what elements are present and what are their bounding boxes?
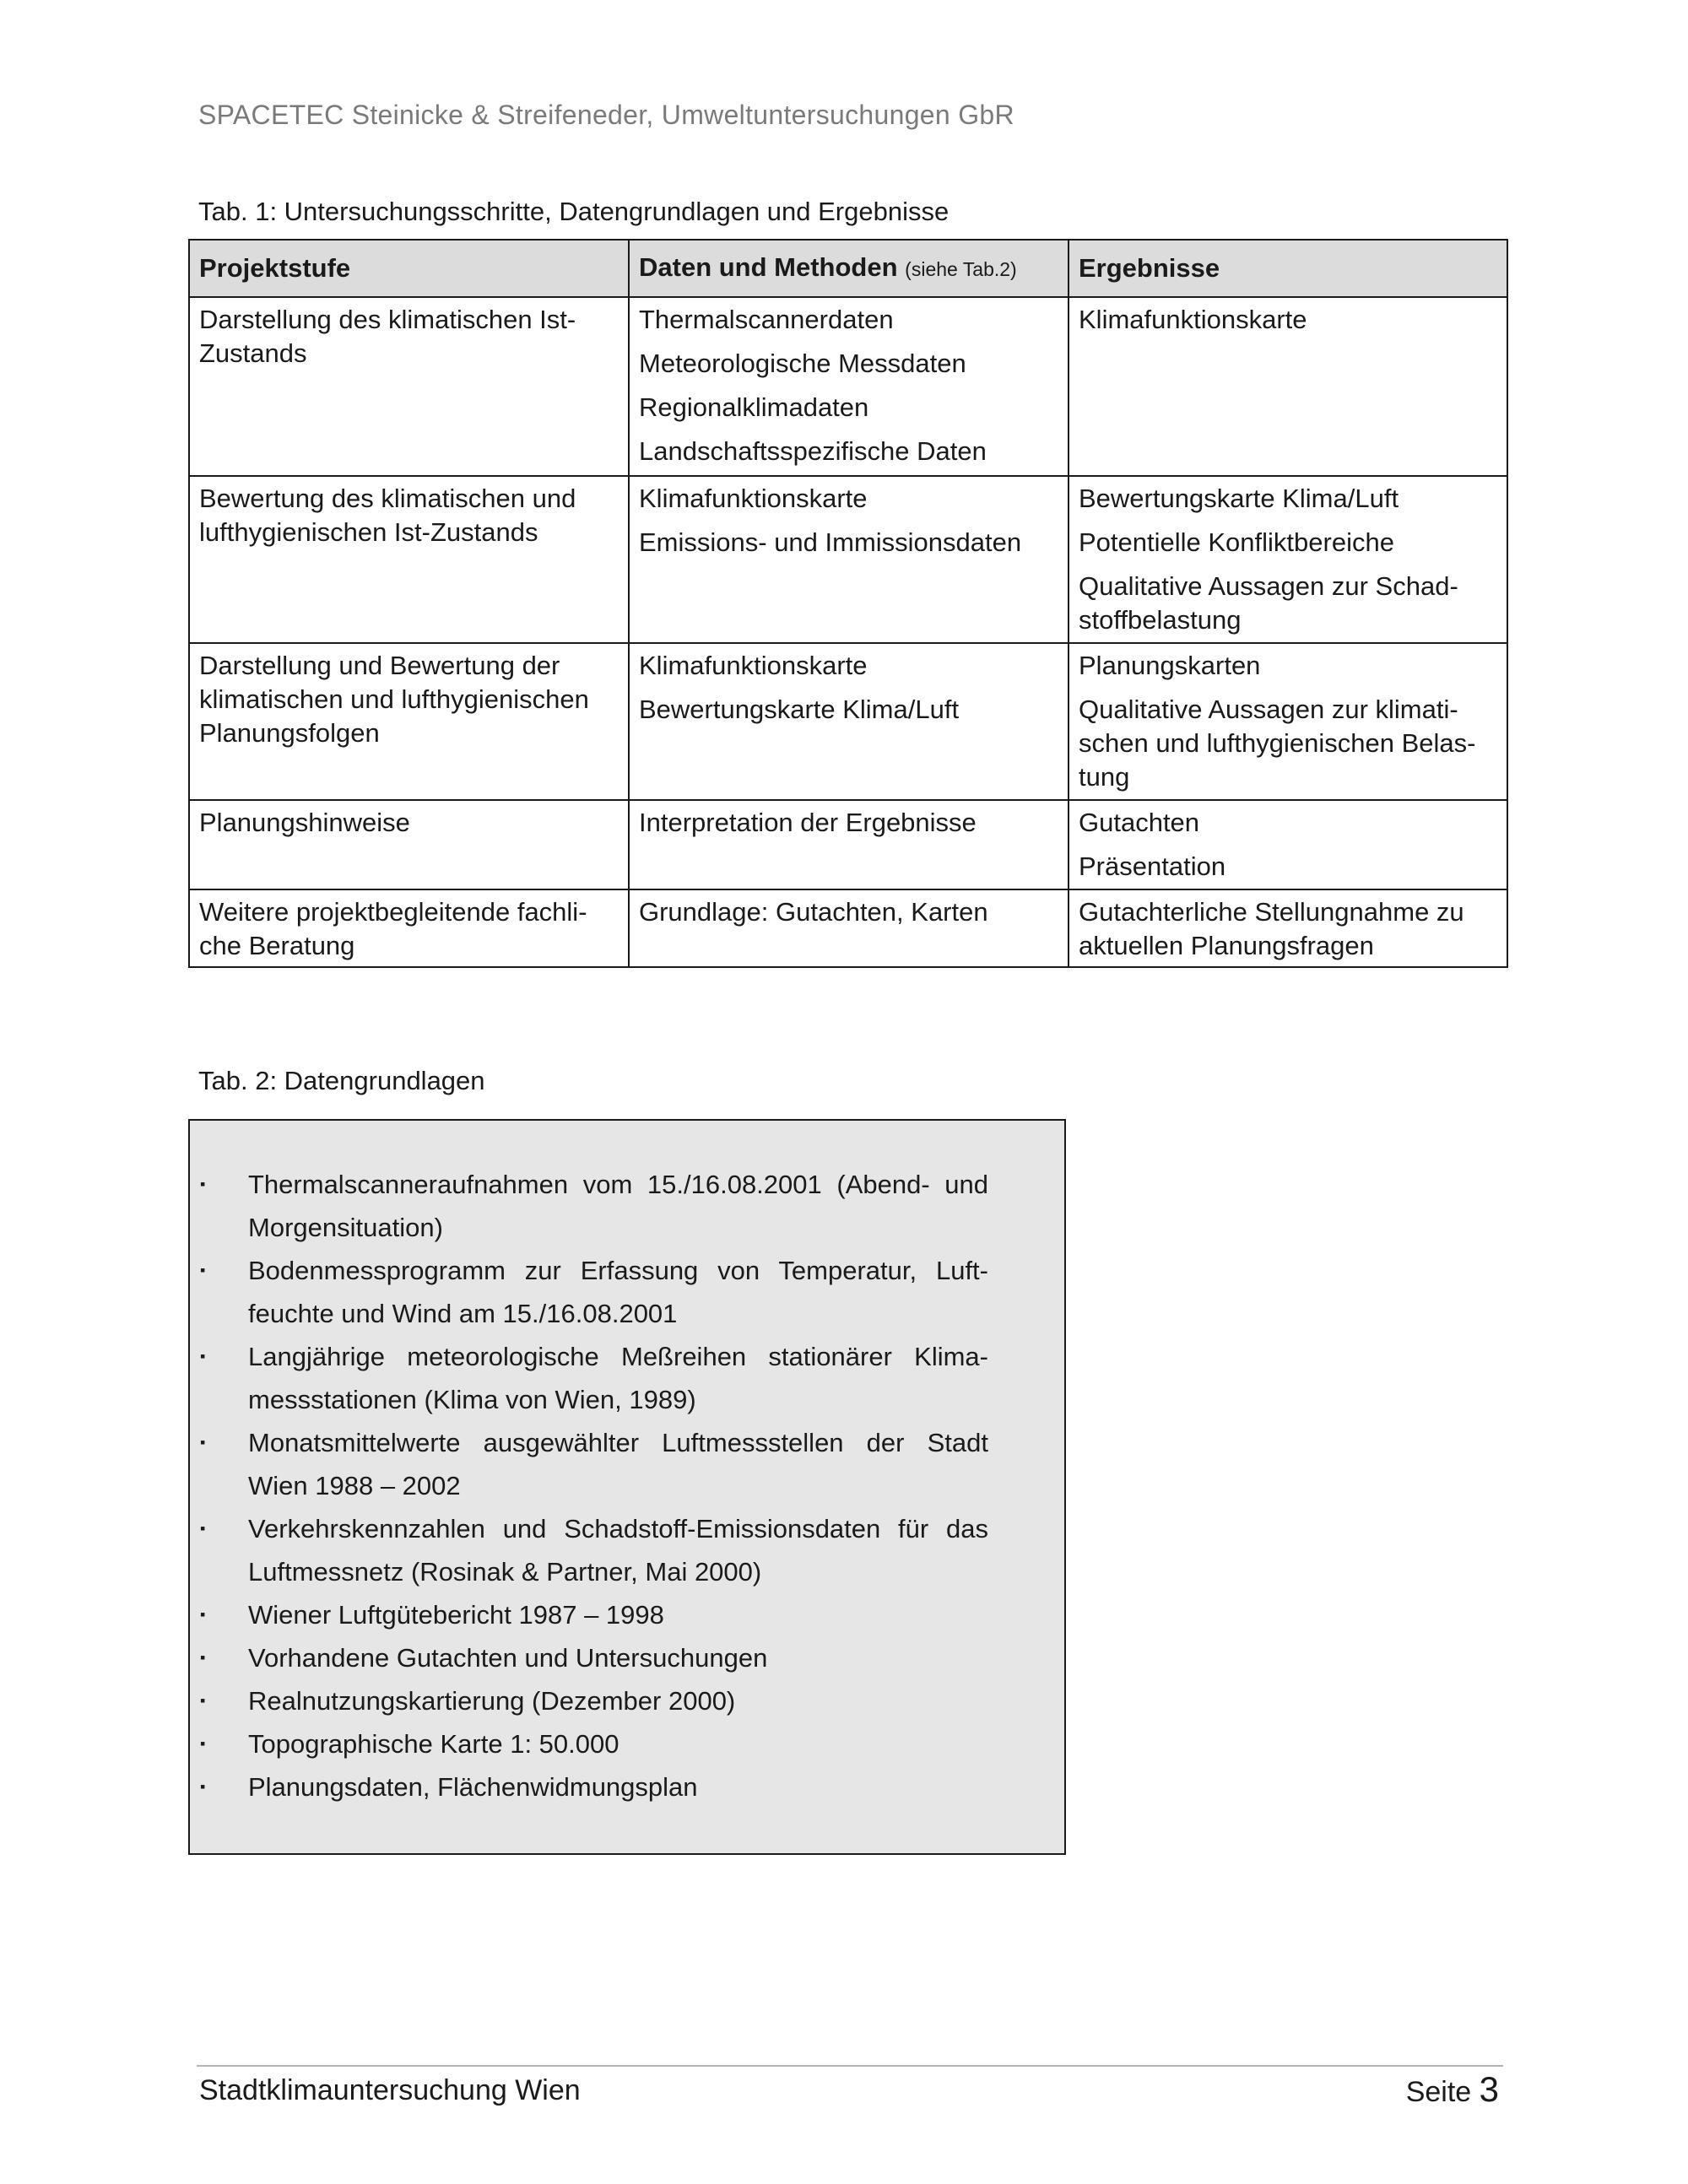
table-cell-data: Klimafunktionskarte Bewertungskarte Klima/Luft [629,643,1069,800]
list-item: ▪ Realnutzungskartierung (Dezember 2000) [190,1679,988,1722]
table1-header-projektstufe: Projektstufe [189,240,629,297]
table1-header-daten: Daten und Methoden (siehe Tab.2) [629,240,1069,297]
list-item: ▪ Vorhandene Gutachten und Untersuchungen [190,1636,988,1679]
list-item: ▪ Langjährige meteorologische Meßreihen stationärer Klimamessstationen (Klima von Wien, 1989) [190,1335,988,1421]
bullet-icon: ▪ [200,1778,206,1795]
bullet-icon: ▪ [200,1348,206,1365]
list-item: ▪ Bodenmessprogramm zur Erfassung von Temperatur, Luftfeuchte und Wind am 15./16.08.2001 [190,1249,988,1335]
table1-header-note: (siehe Tab.2) [905,258,1017,280]
bullet-icon: ▪ [200,1735,206,1752]
table1-header-row [189,240,1507,297]
bullet-icon: ▪ [200,1262,206,1279]
table1 [188,239,1508,968]
table-cell-data: Interpretation der Ergebnisse [629,800,1069,889]
bullet-icon: ▪ [200,1649,206,1666]
list-item: ▪ Monatsmittelwerte ausgewählter Luftmessstellen der Stadt Wien 1988 – 2002 [190,1421,988,1507]
table-cell-results: Bewertungskarte Klima/Luft Potentielle Konfliktbereiche Qualitative Aussagen zur Schadstoffbelastung [1069,476,1507,643]
table-row [189,800,1507,889]
table-cell-results: Gutachterliche Stellungnahme zu aktuellen Planungsfragen [1069,889,1507,967]
table-cell-stage: Weitere projektbegleitende fachliche Beratung [189,889,629,967]
table-cell-data: Grundlage: Gutachten, Karten [629,889,1069,967]
table-cell-stage: Planungshinweise [189,800,629,889]
table-cell-data: Klimafunktionskarte Emissions- und Immissionsdaten [629,476,1069,643]
list-item: ▪ Verkehrskennzahlen und Schadstoff-Emissionsdaten für das Luftmessnetz (Rosinak & Partner, Mai 2000) [190,1507,988,1593]
list-item: ▪ Planungsdaten, Flächenwidmungsplan [190,1765,988,1808]
table-cell-stage: Bewertung des klimatischen und lufthygienischen Ist-Zustands [189,476,629,643]
bullet-icon: ▪ [200,1434,206,1451]
data-sources-list [190,1121,1064,1808]
table-cell-results: Gutachten Präsentation [1069,800,1507,889]
bullet-icon: ▪ [200,1692,206,1709]
table-row [189,889,1507,967]
list-item: ▪ Thermalscanneraufnahmen vom 15./16.08.2001 (Abend- und Morgensituation) [190,1163,988,1249]
list-item: ▪ Wiener Luftgütebericht 1987 – 1998 [190,1593,988,1636]
table-row [189,297,1507,476]
page-header: SPACETEC Steinicke & Streifeneder, Umweltuntersuchungen GbR [198,100,1014,130]
table-cell-data: Thermalscannerdaten Meteorologische Messdaten Regionalklimadaten Landschaftsspezifische Daten [629,297,1069,476]
page-number: Seite 3 [1405,2069,1499,2109]
bullet-icon: ▪ [200,1520,206,1537]
table-cell-results: Klimafunktionskarte [1069,297,1507,476]
table1-caption: Tab. 1: Untersuchungsschritte, Datengrundlagen und Ergebnisse [198,197,950,226]
bullet-icon: ▪ [200,1606,206,1623]
table2-caption: Tab. 2: Datengrundlagen [198,1066,485,1095]
table2-box [188,1119,1066,1855]
list-item: ▪ Topographische Karte 1: 50.000 [190,1722,988,1765]
table-cell-results: Planungskarten Qualitative Aussagen zur klimatischen und lufthygienischen Belastung [1069,643,1507,800]
table-row [189,643,1507,800]
footer-title: Stadtklimauntersuchung Wien [199,2074,581,2106]
bullet-icon: ▪ [200,1176,206,1192]
table-row [189,476,1507,643]
table-cell-stage: Darstellung und Bewertung der klimatischen und lufthygienischen Planungsfolgen [189,643,629,800]
table1-header-ergebnisse: Ergebnisse [1069,240,1507,297]
table-cell-stage: Darstellung des klimatischen Ist-Zustands [189,297,629,476]
footer-divider [197,2065,1503,2067]
